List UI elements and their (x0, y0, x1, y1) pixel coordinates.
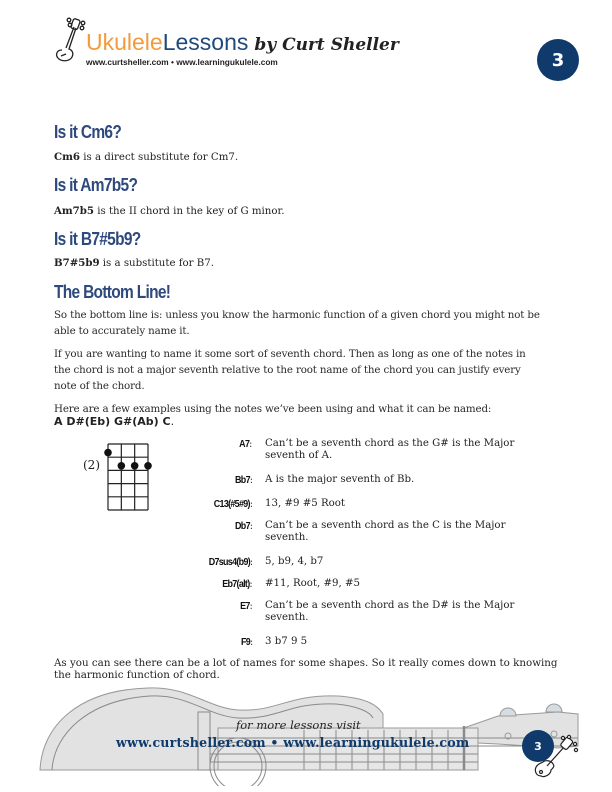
notes-period: . (170, 415, 175, 428)
chord-colon: : (249, 600, 252, 612)
paragraph-text: is the II chord in the key of G minor. (93, 206, 285, 217)
chord-colon: : (249, 498, 252, 510)
chord-description: #11, Root, #9, #5 (265, 578, 360, 589)
chord-name (241, 636, 252, 648)
bold-term: Cm6 (54, 151, 80, 163)
chord-name (235, 520, 252, 532)
chord-description: 3 b7 9 5 (265, 636, 308, 647)
chord-symbol: D7sus4(b9) (208, 556, 250, 568)
chord-symbol: E7 (240, 600, 250, 612)
conclusion-paragraph: As you can see there can be a lot of names for some shapes. So it really comes down to knowing the harmonic function of chord. (54, 657, 558, 681)
chord-colon: : (249, 556, 252, 568)
bold-term: Am7b5 (54, 205, 94, 217)
chord-name (235, 474, 252, 486)
chord-symbol: Db7 (234, 520, 250, 532)
header-urls: www.curtsheller.com • www.learningukulele.com (86, 57, 278, 67)
chord-symbol: Bb7 (234, 474, 250, 486)
finger-dot (104, 449, 112, 457)
chord-description: Can’t be a seventh chord as the D# is the Major seventh. (265, 600, 515, 623)
chord-symbol: A7 (239, 438, 250, 450)
brand-author: by Curt Sheller (254, 35, 399, 55)
chord-colon: : (249, 578, 252, 590)
footer-visit-text: for more lessons visit (236, 718, 361, 732)
paragraph-cm6 (54, 150, 238, 165)
chord-colon: : (249, 520, 252, 532)
brand-ukulele: Ukulele (86, 29, 163, 55)
chord-colon: : (249, 438, 252, 450)
paragraph-bottom-line-1: So the bottom line is: unless you know the harmonic function of a given chord you might not be able to accurately name it. (54, 309, 540, 337)
paragraph-text: is a substitute for B7. (99, 258, 214, 269)
paragraph-b7-5b9 (54, 256, 214, 271)
heading-bottom-line: The Bottom Line! (54, 282, 171, 302)
heading-cm6: Is it Cm6? (54, 122, 122, 142)
page-number-badge: 3 (537, 39, 579, 81)
chord-name (240, 600, 252, 612)
finger-dot (131, 462, 139, 470)
chord-diagram (80, 440, 160, 520)
notes-text: A D#(Eb) G#(Ab) C (54, 415, 171, 428)
heading-b7-5b9: Is it B7#5b9? (54, 229, 141, 249)
chord-name (240, 438, 252, 450)
chord-description: Can’t be a seventh chord as the C is the Major seventh. (265, 520, 506, 543)
chord-colon: : (249, 474, 252, 486)
chord-symbol: F9 (240, 636, 250, 648)
heading-am7b5: Is it Am7b5? (54, 175, 138, 195)
ukulele-logo-icon (54, 16, 88, 62)
chord-description: 13, #9 #5 Root (265, 498, 345, 509)
brand-title (86, 30, 399, 57)
footer-ukulele-icon (533, 734, 579, 780)
finger-dot (118, 462, 126, 470)
chord-description: 5, b9, 4, b7 (265, 556, 324, 567)
chord-description: A is the major seventh of Bb. (265, 474, 415, 485)
chord-description: Can’t be a seventh chord as the G# is the Major seventh of A. (265, 438, 515, 461)
finger-dot (144, 462, 152, 470)
fret-position-label: (2) (83, 458, 100, 472)
brand-lessons: Lessons (162, 29, 249, 55)
paragraph-bottom-line-2: If you are wanting to name it some sort of seventh chord. Then as long as one of the notes in the chord is not a major seventh relative to the root name of the chord you can justify every note of the chord. (54, 348, 526, 392)
footer-urls[interactable]: www.curtsheller.com • www.learningukulele.com (116, 735, 470, 750)
bold-term: B7#5b9 (54, 257, 100, 269)
chord-name (222, 578, 252, 590)
chord-symbol: Eb7(alt) (222, 578, 250, 590)
footer-page-number-badge: 3 (522, 730, 554, 762)
chord-name (208, 556, 252, 568)
notes-line (54, 415, 174, 428)
paragraph-bottom-line-3: Here are a few examples using the notes we’ve been using and what it can be named: (54, 403, 492, 415)
paragraph-text: is a direct substitute for Cm7. (79, 152, 239, 163)
chord-symbol: C13(#5#9) (213, 498, 250, 510)
paragraph-am7b5 (54, 204, 284, 219)
chord-colon: : (249, 636, 252, 648)
chord-name (214, 498, 252, 510)
